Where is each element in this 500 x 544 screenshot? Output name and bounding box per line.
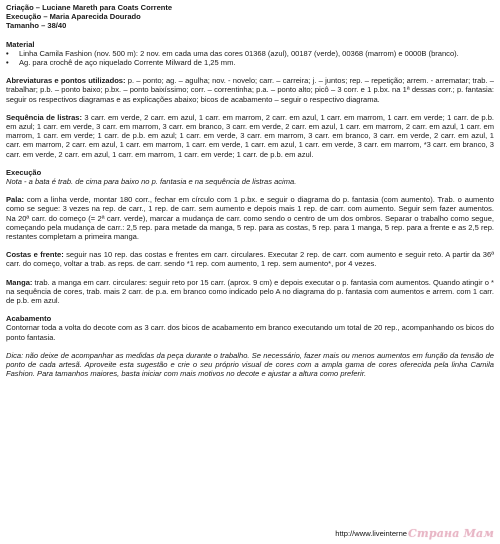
watermark-logo: Страна Мам — [408, 527, 494, 540]
execution-note: Nota - a bata é trab. de cima para baixo no p. fantasia e na sequência de listras acima. — [6, 177, 297, 187]
manga-paragraph — [6, 278, 494, 306]
credit-execution: Execução – Maria Aparecida Dourado — [6, 12, 141, 22]
stripes-paragraph — [6, 113, 494, 159]
bullet-icon: • — [6, 48, 9, 58]
material-item-2-text: Ag. para crochê de aço niquelado Corrente Milward de 1,25 mm. — [19, 58, 236, 68]
manga-text: trab. a manga em carr. circulares: seguir reto por 15 carr. (aprox. 9 cm) e depois executar o p. fantasia com aumentos. Quando atingir o * na sequência de cores, trab. mais 2 carr. de p.a. em branco como indicado pelo A no diagrama do p. fantasia com aumentos e arrem. com 1 carr. de p.b. em azul. — [6, 277, 494, 306]
source-url: http://www.liveinterne — [335, 529, 408, 538]
abbreviations-paragraph — [6, 76, 494, 104]
abbreviations-heading: Abreviaturas e pontos utilizados: — [6, 76, 126, 86]
credit-creation: Criação – Luciane Mareth para Coats Corrente — [6, 3, 173, 12]
tip-paragraph: Dica: não deixe de acompanhar as medidas da peça durante o trabalho. Se necessário, fazer mais ou menos aumentos em função da tensão de ponto de cada artesã. Aproveite esta sugestão e crie o seu próprio visual de cores com a ampla gama de cores oferecida pela linha Camila Fashion. Para tamanhos maiores, basta iniciar com mais motivos no decote e ajustar a altura como preferir. — [6, 350, 494, 379]
material-heading: Material — [6, 39, 35, 49]
execution-heading: Execução — [6, 167, 42, 177]
pala-text: com a linha verde, montar 180 corr., fechar em círculo com 1 p.bx. e seguir o diagrama do p. fantasia (com aumento). Trab. o aumento como se segue: 3 vezes na rep. de carr., 1 rep. de carr. sem aumento e depois mais 1 rep. de carr. com aumento. Seguir sem fazer aumentos. Na 20ª carr. do começo (= 2ª carr. verde), marcar a mudança de carr. como sendo o centro de um dos ombros. Separar o trabalho como segue, começando pela mudança de carr.: 2,5 rep. para metade da manga, 5 rep. para as costas, 5 rep. para 1 manga, 5 rep. para a frente e as 2,5 rep. restantes completam a primeira manga. — [6, 195, 494, 242]
acabamento-text: Contornar toda a volta do decote com as 3 carr. dos bicos de acabamento em branco executando um total de 20 rep., acompanhando os bicos do ponto fantasia. — [6, 323, 494, 342]
costas-heading: Costas e frente: — [6, 250, 64, 260]
size-line: Tamanho – 38/40 — [6, 21, 67, 31]
stripes-heading: Sequência de listras: — [6, 112, 83, 122]
acabamento-heading: Acabamento — [6, 314, 52, 324]
material-item-1-text: Linha Camila Fashion (nov. 500 m): 2 nov. em cada uma das cores 01368 (azul), 00187 (verde), 00368 (marrom) e 0000B (branco). — [19, 48, 459, 58]
bullet-icon: • — [6, 58, 9, 68]
material-item-2 — [6, 58, 494, 67]
abbreviations-text: p. – ponto; ag. – agulha; nov. - novelo; carr. – carreira; j. – juntos; rep. – repetição; arrem. - arrematar; trab. – trabalhar; p.b. – ponto baixo; p.bx. – ponto baixíssimo; corr. – correntinha; p.a. – ponto alto; picô – 3 corr. e 1 p.bx. na 1ª dessas corr.; p. fantasia: seguir os respectivos diagramas e as explicações abaixo; bicos de acabamento – seguir o respectivo diagrama. — [6, 76, 494, 104]
stripes-text: 3 carr. em verde, 2 carr. em azul, 1 carr. em marrom, 2 carr. em azul, 1 carr. em marrom, 1 carr. em verde; 1 carr. de p.b. em azul; 1 carr. em verde, 3 carr. em marrom, 3 carr. em branco, 3 carr. em verde, 2 carr. em azul, 1 carr. em marrom, 2 carr. em azul, 1 carr. em marrom, 1 carr. em verde; 1 carr. de p.b. em azul; 1 carr. em verde, 3 carr. em marrom, 3 carr. em branco, 3 carr. em verde, 2 carr. em azul, 1 carr. em marrom, 2 carr. em azul, 1 carr. em marrom, 1 carr. em verde, 1 carr. em azul, 1 carr. em verde, 3 carr. em marrom, *3 carr. em branco, 3 carr. em verde, 2 carr. em azul, 1 carr. em marrom, 1 carr. em verde; 1 carr. de p.b. em azul. — [6, 112, 495, 159]
costas-text: seguir nas 10 rep. das costas e frentes em carr. circulares. Executar 2 rep. de carr. com aumento e seguir reto. A partir da 36ª carr. do começo, voltar a trab. as reps. de carr. sendo *1 rep. com aumento, 1 rep. sem aumento*, por 4 vezes. — [6, 250, 494, 269]
footer-watermark — [335, 527, 494, 540]
pala-heading: Pala: — [6, 195, 25, 205]
manga-heading: Manga: — [6, 277, 33, 287]
material-item-1 — [6, 49, 494, 58]
pala-paragraph — [6, 195, 494, 241]
document-page — [6, 3, 494, 379]
costas-paragraph — [6, 250, 494, 268]
header-block — [6, 3, 494, 31]
